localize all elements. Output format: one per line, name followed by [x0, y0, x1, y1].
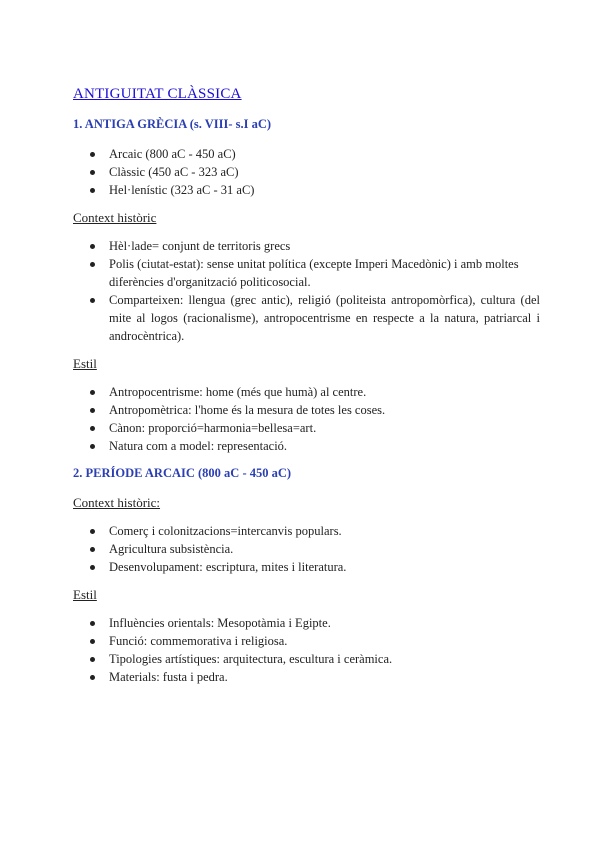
- list-item: Hel·lenístic (323 aC - 31 aC): [109, 181, 540, 199]
- context-heading-arcaic: Context històric:: [73, 495, 161, 510]
- bullet-icon: [90, 188, 95, 193]
- list-item: Comerç i colonitzacions=intercanvis populars.: [109, 522, 540, 540]
- context-list-grecia: [73, 237, 540, 345]
- list-item: Desenvolupament: escriptura, mites i literatura.: [109, 558, 540, 576]
- list-item: Antropomètrica: l'home és la mesura de totes les coses.: [109, 401, 540, 419]
- bullet-icon: [90, 639, 95, 644]
- list-item: Tipologies artístiques: arquitectura, escultura i ceràmica.: [109, 650, 540, 668]
- list-item: Agricultura subsistència.: [109, 540, 540, 558]
- bullet-icon: [90, 408, 95, 413]
- bullet-icon: [90, 444, 95, 449]
- bullet-icon: [90, 170, 95, 175]
- list-item: Clàssic (450 aC - 323 aC): [109, 163, 540, 181]
- style-heading-grecia: Estil: [73, 356, 97, 371]
- bullet-icon: [90, 675, 95, 680]
- section-heading-periode-arcaic: 2. PERÍODE ARCAIC (800 aC - 450 aC): [73, 466, 292, 480]
- section-heading-antiga-grecia: 1. ANTIGA GRÈCIA (s. VIII- s.I aC): [73, 117, 272, 131]
- context-list-arcaic: [73, 522, 540, 576]
- list-item: Arcaic (800 aC - 450 aC): [109, 145, 540, 163]
- bullet-icon: [90, 298, 95, 303]
- list-item: Hèl·lade= conjunt de territoris grecs: [109, 237, 540, 255]
- bullet-icon: [90, 390, 95, 395]
- style-heading-arcaic: Estil: [73, 587, 97, 602]
- context-heading-grecia: Context històric: [73, 210, 157, 225]
- bullet-icon: [90, 621, 95, 626]
- list-item: Antropocentrisme: home (més que humà) al centre.: [109, 383, 540, 401]
- document-title: ANTIGUITAT CLÀSSICA: [73, 86, 242, 102]
- list-item: Polis (ciutat-estat): sense unitat política (excepte Imperi Macedònic) i amb moltes diferències d'organització politicosocial.: [109, 255, 540, 291]
- list-item: Influències orientals: Mesopotàmia i Egipte.: [109, 614, 540, 632]
- bullet-icon: [90, 244, 95, 249]
- bullet-icon: [90, 565, 95, 570]
- bullet-icon: [90, 529, 95, 534]
- list-item: Comparteixen: llengua (grec antic), religió (politeista antropomòrfica), cultura (del mite al logos (racionalisme), antropocentrisme en respecte a la natura, patriarcal i androcèntrica).: [109, 291, 540, 345]
- bullet-icon: [90, 152, 95, 157]
- list-item: Materials: fusta i pedra.: [109, 668, 540, 686]
- bullet-icon: [90, 657, 95, 662]
- list-item: Cànon: proporció=harmonia=bellesa=art.: [109, 419, 540, 437]
- bullet-icon: [90, 426, 95, 431]
- bullet-icon: [90, 547, 95, 552]
- list-item: Funció: commemorativa i religiosa.: [109, 632, 540, 650]
- style-list-grecia: [73, 383, 540, 455]
- list-item: Natura com a model: representació.: [109, 437, 540, 455]
- style-list-arcaic: [73, 614, 540, 686]
- periods-list: [73, 145, 540, 199]
- bullet-icon: [90, 262, 95, 267]
